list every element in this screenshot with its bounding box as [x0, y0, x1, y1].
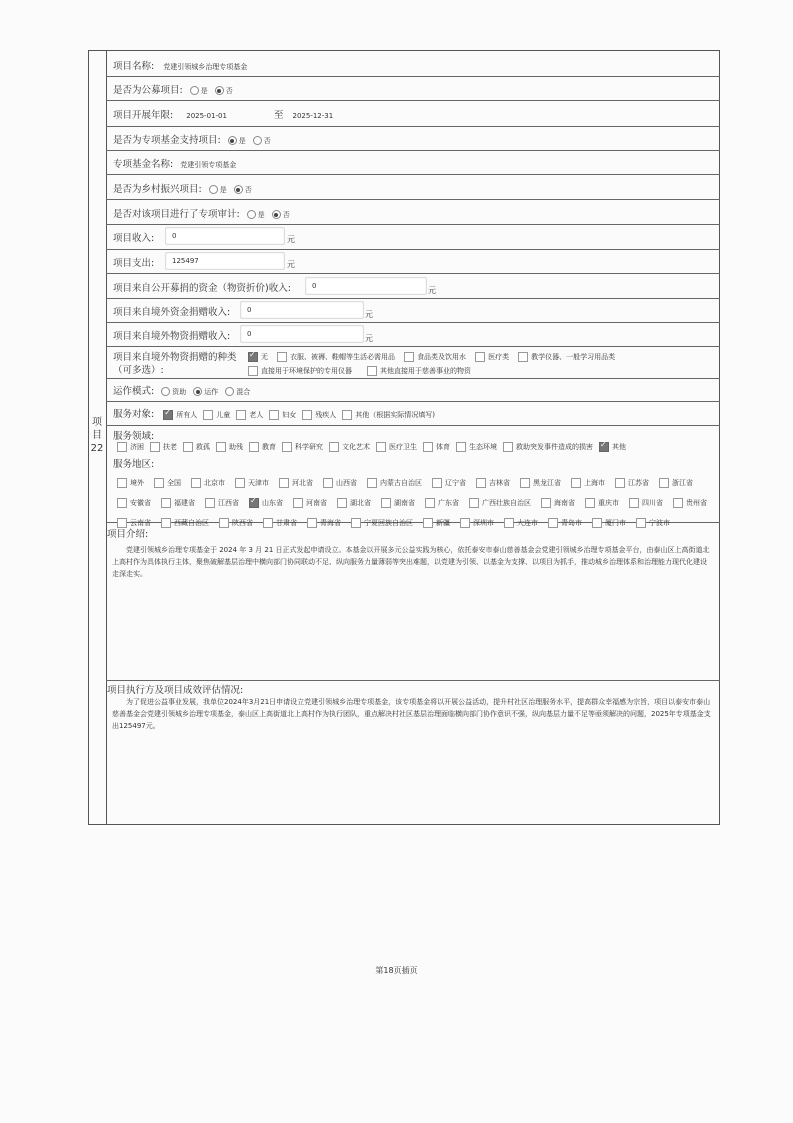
goods-clothes-checkbox[interactable] — [277, 352, 287, 362]
expense-unit: 元 — [287, 260, 295, 269]
foreign-funds-field[interactable] — [240, 301, 364, 319]
foreign-funds-unit: 元 — [365, 310, 373, 319]
option-item — [144, 441, 177, 452]
public-yes-radio[interactable] — [190, 86, 199, 95]
foreign-funds-value: 0 — [247, 306, 252, 314]
goods-types-options-row2 — [242, 365, 471, 376]
side-label-line: 目 — [92, 430, 102, 441]
option-item — [498, 518, 538, 528]
option-checkbox[interactable] — [599, 442, 609, 452]
income-unit: 元 — [287, 235, 295, 244]
goods-food-checkbox[interactable] — [404, 352, 414, 362]
mode-mixed-radio[interactable] — [225, 387, 234, 396]
public-donation-unit: 元 — [428, 286, 436, 295]
option-item — [210, 441, 243, 452]
rural-row — [113, 181, 252, 195]
option-item — [157, 409, 197, 420]
option-checkbox[interactable] — [191, 478, 201, 488]
mode-fund-label: 资助 — [172, 388, 187, 396]
option-label: 厦门市 — [605, 519, 626, 527]
row-divider — [106, 126, 720, 127]
option-label: 河北省 — [292, 479, 313, 487]
option-item — [586, 518, 626, 528]
option-item — [417, 441, 450, 452]
option-label: 北京市 — [204, 479, 225, 487]
option-label: 新疆 — [436, 519, 450, 527]
goods-none-label: 无 — [261, 353, 268, 361]
goods-medical-checkbox[interactable] — [475, 352, 485, 362]
option-label: 生态环境 — [469, 443, 497, 451]
option-checkbox[interactable] — [659, 478, 669, 488]
goods-food-label: 食品类及饮用水 — [417, 353, 467, 361]
operation-mode-label: 运作模式: — [113, 386, 155, 397]
option-checkbox[interactable] — [161, 498, 171, 508]
goods-other-checkbox[interactable] — [367, 366, 377, 376]
option-item — [667, 498, 707, 508]
option-item — [535, 498, 575, 508]
option-item — [514, 478, 561, 488]
option-item — [230, 409, 263, 420]
special-fund-yes-radio[interactable] — [228, 136, 237, 145]
public-donation-field[interactable] — [305, 277, 427, 295]
option-item — [111, 478, 144, 488]
option-label: 文化艺术 — [342, 443, 370, 451]
option-label: 广西壮族自治区 — [482, 499, 531, 507]
goods-clothes-label: 衣服、被褥、鞋帽等生活必需用品 — [290, 353, 396, 361]
mode-mixed-label: 混合 — [236, 388, 251, 396]
option-checkbox[interactable] — [456, 442, 466, 452]
option-item — [593, 441, 626, 452]
option-label: 西藏自治区 — [174, 519, 209, 527]
expense-field[interactable] — [165, 252, 285, 270]
option-label: 医疗卫生 — [389, 443, 417, 451]
option-item — [565, 478, 605, 488]
project-name-label: 项目名称: — [113, 61, 155, 72]
option-item — [155, 498, 195, 508]
option-label: 内蒙古自治区 — [380, 479, 422, 487]
special-fund-row — [113, 132, 271, 146]
option-label: 境外 — [130, 479, 144, 487]
project-number-label — [88, 416, 106, 455]
option-item — [287, 498, 327, 508]
option-item — [155, 518, 209, 528]
option-checkbox[interactable] — [329, 442, 339, 452]
option-item — [370, 441, 417, 452]
rural-label: 是否为乡村振兴项目: — [113, 184, 202, 195]
side-column-divider — [106, 50, 107, 825]
goods-env-checkbox[interactable] — [248, 366, 258, 376]
option-checkbox[interactable] — [302, 410, 312, 420]
option-checkbox[interactable] — [279, 478, 289, 488]
rural-yes-label: 是 — [219, 186, 227, 194]
option-label: 河南省 — [306, 499, 327, 507]
row-divider — [106, 425, 720, 426]
option-checkbox[interactable] — [269, 410, 279, 420]
option-label: 陕西省 — [232, 519, 253, 527]
option-label: 云南省 — [130, 519, 151, 527]
rural-yes-radio[interactable] — [209, 185, 218, 194]
mode-operate-radio[interactable] — [193, 387, 202, 396]
audit-no-radio[interactable] — [272, 210, 281, 219]
foreign-goods-label: 项目来自境外物资捐赠收入: — [113, 331, 231, 342]
option-label: 辽宁省 — [445, 479, 466, 487]
option-checkbox[interactable] — [183, 442, 193, 452]
option-checkbox[interactable] — [615, 478, 625, 488]
option-label: 大连市 — [517, 519, 538, 527]
option-item — [273, 478, 313, 488]
special-fund-yes-label: 是 — [238, 137, 246, 145]
option-item — [243, 498, 283, 508]
row-divider — [106, 322, 720, 323]
option-item — [609, 478, 649, 488]
option-label: 福建省 — [174, 499, 195, 507]
option-checkbox[interactable] — [636, 518, 646, 528]
special-fund-no-label: 否 — [263, 137, 271, 145]
option-checkbox[interactable] — [337, 498, 347, 508]
option-item — [263, 409, 296, 420]
goods-types-label-2: （可多选）: — [113, 365, 164, 376]
option-checkbox[interactable] — [293, 498, 303, 508]
side-label-line: 22 — [90, 443, 104, 454]
option-checkbox[interactable] — [163, 410, 173, 420]
option-label: 助残 — [229, 443, 243, 451]
special-fund-no-radio[interactable] — [253, 136, 262, 145]
option-label: 科学研究 — [295, 443, 323, 451]
project-name-value: 党建引领城乡治理专项基金 — [163, 63, 248, 71]
option-checkbox[interactable] — [351, 518, 361, 528]
period-end[interactable]: 2025-12-31 — [292, 112, 334, 120]
page-footer: 第18页插页 — [375, 966, 418, 975]
audit-yes-label: 是 — [257, 211, 265, 219]
option-checkbox[interactable] — [548, 518, 558, 528]
option-label: 湖南省 — [394, 499, 415, 507]
row-divider — [106, 249, 720, 250]
option-label: 山东省 — [262, 499, 283, 507]
period-row — [113, 107, 333, 121]
option-checkbox[interactable] — [161, 518, 171, 528]
option-item — [185, 478, 225, 488]
goods-types-label: 项目来自境外物资捐赠的种类 — [113, 352, 237, 363]
option-checkbox[interactable] — [571, 478, 581, 488]
option-checkbox[interactable] — [307, 518, 317, 528]
option-checkbox[interactable] — [117, 442, 127, 452]
option-checkbox[interactable] — [219, 518, 229, 528]
option-checkbox[interactable] — [425, 498, 435, 508]
option-label: 青岛市 — [561, 519, 582, 527]
option-label: 江苏省 — [628, 479, 649, 487]
option-checkbox[interactable] — [342, 410, 352, 420]
option-checkbox[interactable] — [367, 478, 377, 488]
option-checkbox[interactable] — [460, 518, 470, 528]
option-checkbox[interactable] — [154, 478, 164, 488]
income-field[interactable] — [165, 227, 285, 245]
option-checkbox[interactable] — [592, 518, 602, 528]
goods-types-options-row1 — [242, 351, 615, 362]
row-divider — [106, 199, 720, 200]
option-label: 老人 — [249, 411, 264, 419]
option-item — [336, 409, 435, 420]
goods-none-checkbox[interactable] — [248, 352, 258, 362]
execution-text: 为了促进公益事业发展，我单位2024年3月21日申请设立党建引领城乡治理专项基金，该专项基金将以开展公益活动，提升村社区治理服务水平，提高群众幸福感为宗旨，项目以泰安市泰山慈善基金会党建引领城乡治理专项基金，泰山区上高街道北上高村作为执行团队，重点解决村社区基层治理面临横向部门协作意识不强，纵向基层力量不足等亟须解决的问题，2025年专项基金支出125497元。 — [112, 698, 711, 730]
option-item — [417, 518, 450, 528]
option-label: 全国 — [167, 479, 181, 487]
option-label: 宁波市 — [649, 519, 670, 527]
option-item — [331, 498, 371, 508]
goods-medical-label: 医疗类 — [488, 353, 510, 361]
option-label: 其他（根据实际情况填写) — [355, 411, 435, 419]
option-item — [229, 478, 269, 488]
option-label: 江西省 — [218, 499, 239, 507]
foreign-goods-field[interactable] — [240, 325, 364, 343]
option-checkbox[interactable] — [504, 518, 514, 528]
side-label-line: 项 — [92, 417, 102, 428]
option-label: 其他 — [612, 443, 626, 451]
expense-label: 项目支出: — [113, 258, 155, 269]
intro-text: 党建引领城乡治理专项基金于 2024 年 3 月 21 日正式发起申请设立。本基金以开展多元公益实践为核心，依托泰安市泰山慈善基金会党建引领城乡治理专项基金平台，由泰山区上高街道北上高村作为具体执行主体，聚焦破解基层治理中横向部门协同联动不足、纵向服务力量薄弱等突出难题，以党建为引领、以基金为支撑、以项目为抓手，推动城乡治理体系和治理能力现代化建设走深走实。 — [112, 546, 710, 578]
row-divider — [106, 298, 720, 299]
option-item — [296, 409, 336, 420]
option-label: 安徽省 — [130, 499, 151, 507]
option-item — [257, 518, 297, 528]
option-label: 吉林省 — [489, 479, 510, 487]
mode-operate-label: 运作 — [204, 388, 219, 396]
option-checkbox[interactable] — [216, 442, 226, 452]
rural-no-radio[interactable] — [234, 185, 243, 194]
income-label: 项目收入: — [113, 233, 155, 244]
option-label: 扶老 — [163, 443, 177, 451]
audit-label: 是否对该项目进行了专项审计: — [113, 209, 240, 220]
option-item — [317, 478, 357, 488]
row-divider — [106, 346, 720, 347]
option-item — [199, 498, 239, 508]
audit-no-label: 否 — [282, 211, 290, 219]
option-label: 浙江省 — [672, 479, 693, 487]
option-item — [450, 441, 497, 452]
option-label: 甘肃省 — [276, 519, 297, 527]
foreign-goods-value: 0 — [247, 330, 252, 338]
row-divider — [106, 76, 720, 77]
option-checkbox[interactable] — [585, 498, 595, 508]
fund-name-row — [113, 156, 236, 170]
row-divider — [106, 378, 720, 379]
option-label: 上海市 — [584, 479, 605, 487]
public-yes-label: 是 — [200, 87, 208, 95]
option-item — [653, 478, 693, 488]
option-label: 贵州省 — [686, 499, 707, 507]
option-checkbox[interactable] — [520, 478, 530, 488]
option-label: 宁夏回族自治区 — [364, 519, 413, 527]
mode-fund-radio[interactable] — [161, 387, 170, 396]
option-label: 青海省 — [320, 519, 341, 527]
option-item — [579, 498, 619, 508]
row-divider — [106, 273, 720, 274]
income-value: 0 — [172, 232, 177, 240]
public-no-radio[interactable] — [215, 86, 224, 95]
option-item — [375, 498, 415, 508]
option-label: 重庆市 — [598, 499, 619, 507]
service-field-label: 服务领域: — [113, 431, 155, 442]
option-item — [323, 441, 370, 452]
option-item — [148, 478, 181, 488]
row-divider — [106, 100, 720, 101]
execution-label: 项目执行方及项目成效评估情况: — [107, 685, 244, 696]
row-divider — [106, 150, 720, 151]
option-label: 儿童 — [216, 411, 231, 419]
special-fund-label: 是否为专项基金支持项目: — [113, 135, 221, 146]
period-start[interactable]: 2025-01-01 — [186, 112, 227, 120]
service-region-label: 服务地区: — [113, 459, 155, 470]
foreign-goods-unit: 元 — [365, 334, 373, 343]
option-checkbox[interactable] — [629, 498, 639, 508]
option-checkbox[interactable] — [205, 498, 215, 508]
option-item — [243, 441, 276, 452]
option-item — [497, 441, 593, 452]
option-item — [111, 498, 151, 508]
operation-mode-row — [113, 383, 250, 397]
project-name-row — [113, 58, 247, 72]
expense-value: 125497 — [172, 257, 199, 265]
option-checkbox[interactable] — [117, 498, 127, 508]
row-divider — [106, 401, 720, 402]
option-checkbox[interactable] — [381, 498, 391, 508]
service-field-options — [111, 441, 716, 452]
option-label: 湖北省 — [350, 499, 371, 507]
option-item — [276, 441, 323, 452]
option-item — [197, 409, 230, 420]
service-target-label: 服务对象: — [113, 409, 155, 420]
option-item — [542, 518, 582, 528]
row-divider — [106, 680, 720, 681]
option-item — [111, 441, 144, 452]
option-label: 深圳市 — [473, 519, 494, 527]
option-checkbox[interactable] — [263, 518, 273, 528]
option-label: 四川省 — [642, 499, 663, 507]
option-item — [177, 441, 210, 452]
intro-label: 项目介绍: — [107, 529, 149, 540]
public-no-label: 否 — [225, 87, 233, 95]
option-label: 妇女 — [282, 411, 297, 419]
option-label: 黑龙江省 — [533, 479, 561, 487]
option-item — [470, 478, 510, 488]
fund-name-label: 专项基金名称: — [113, 159, 174, 170]
option-item — [301, 518, 341, 528]
goods-teaching-label: 教学仪器、一般学习用品类 — [531, 353, 616, 361]
option-label: 海南省 — [554, 499, 575, 507]
option-checkbox[interactable] — [150, 442, 160, 452]
option-label: 济困 — [130, 443, 144, 451]
option-label: 残疾人 — [315, 411, 337, 419]
option-label: 所有人 — [176, 411, 198, 419]
service-region-options — [111, 470, 711, 530]
option-checkbox[interactable] — [469, 498, 479, 508]
row-divider — [106, 224, 720, 225]
option-checkbox[interactable] — [323, 478, 333, 488]
option-checkbox[interactable] — [541, 498, 551, 508]
option-label: 救孤 — [196, 443, 210, 451]
option-checkbox[interactable] — [503, 442, 513, 452]
option-checkbox[interactable] — [235, 478, 245, 488]
public-donation-value: 0 — [312, 282, 317, 290]
option-item — [463, 498, 531, 508]
audit-row — [113, 206, 290, 220]
service-target-row — [113, 406, 435, 420]
option-checkbox[interactable] — [282, 442, 292, 452]
option-label: 广东省 — [438, 499, 459, 507]
fund-name-value: 党建引领专项基金 — [180, 161, 237, 169]
row-divider — [106, 174, 720, 175]
option-checkbox[interactable] — [203, 410, 213, 420]
period-to: 至 — [273, 110, 284, 121]
option-item — [630, 518, 670, 528]
goods-other-label: 其他直接用于慈善事业的物资 — [380, 367, 472, 375]
option-item — [345, 518, 413, 528]
option-checkbox[interactable] — [249, 498, 259, 508]
public-project-label: 是否为公募项目: — [113, 85, 183, 96]
option-checkbox[interactable] — [236, 410, 246, 420]
audit-yes-radio[interactable] — [247, 210, 256, 219]
option-item — [419, 498, 459, 508]
option-item — [426, 478, 466, 488]
period-label: 项目开展年限: — [113, 110, 174, 121]
option-item — [623, 498, 663, 508]
goods-teaching-checkbox[interactable] — [518, 352, 528, 362]
option-item — [361, 478, 422, 488]
goods-env-label: 直接用于环境保护的专用仪器 — [261, 367, 352, 375]
option-label: 天津市 — [248, 479, 269, 487]
option-checkbox[interactable] — [432, 478, 442, 488]
option-label: 山西省 — [336, 479, 357, 487]
option-checkbox[interactable] — [117, 478, 127, 488]
option-checkbox[interactable] — [476, 478, 486, 488]
foreign-funds-label: 项目来自境外资金捐赠收入: — [113, 307, 231, 318]
option-checkbox[interactable] — [423, 518, 433, 528]
option-label: 教育 — [262, 443, 276, 451]
option-item — [213, 518, 253, 528]
option-checkbox[interactable] — [423, 442, 433, 452]
option-checkbox[interactable] — [376, 442, 386, 452]
public-project-row — [113, 82, 233, 96]
option-label: 救助突发事件造成的损害 — [516, 443, 593, 451]
option-item — [454, 518, 494, 528]
rural-no-label: 否 — [244, 186, 252, 194]
public-donation-label: 项目来自公开募捐的资金（物资折价)收入: — [113, 283, 291, 294]
option-checkbox[interactable] — [249, 442, 259, 452]
option-label: 体育 — [436, 443, 450, 451]
option-checkbox[interactable] — [673, 498, 683, 508]
